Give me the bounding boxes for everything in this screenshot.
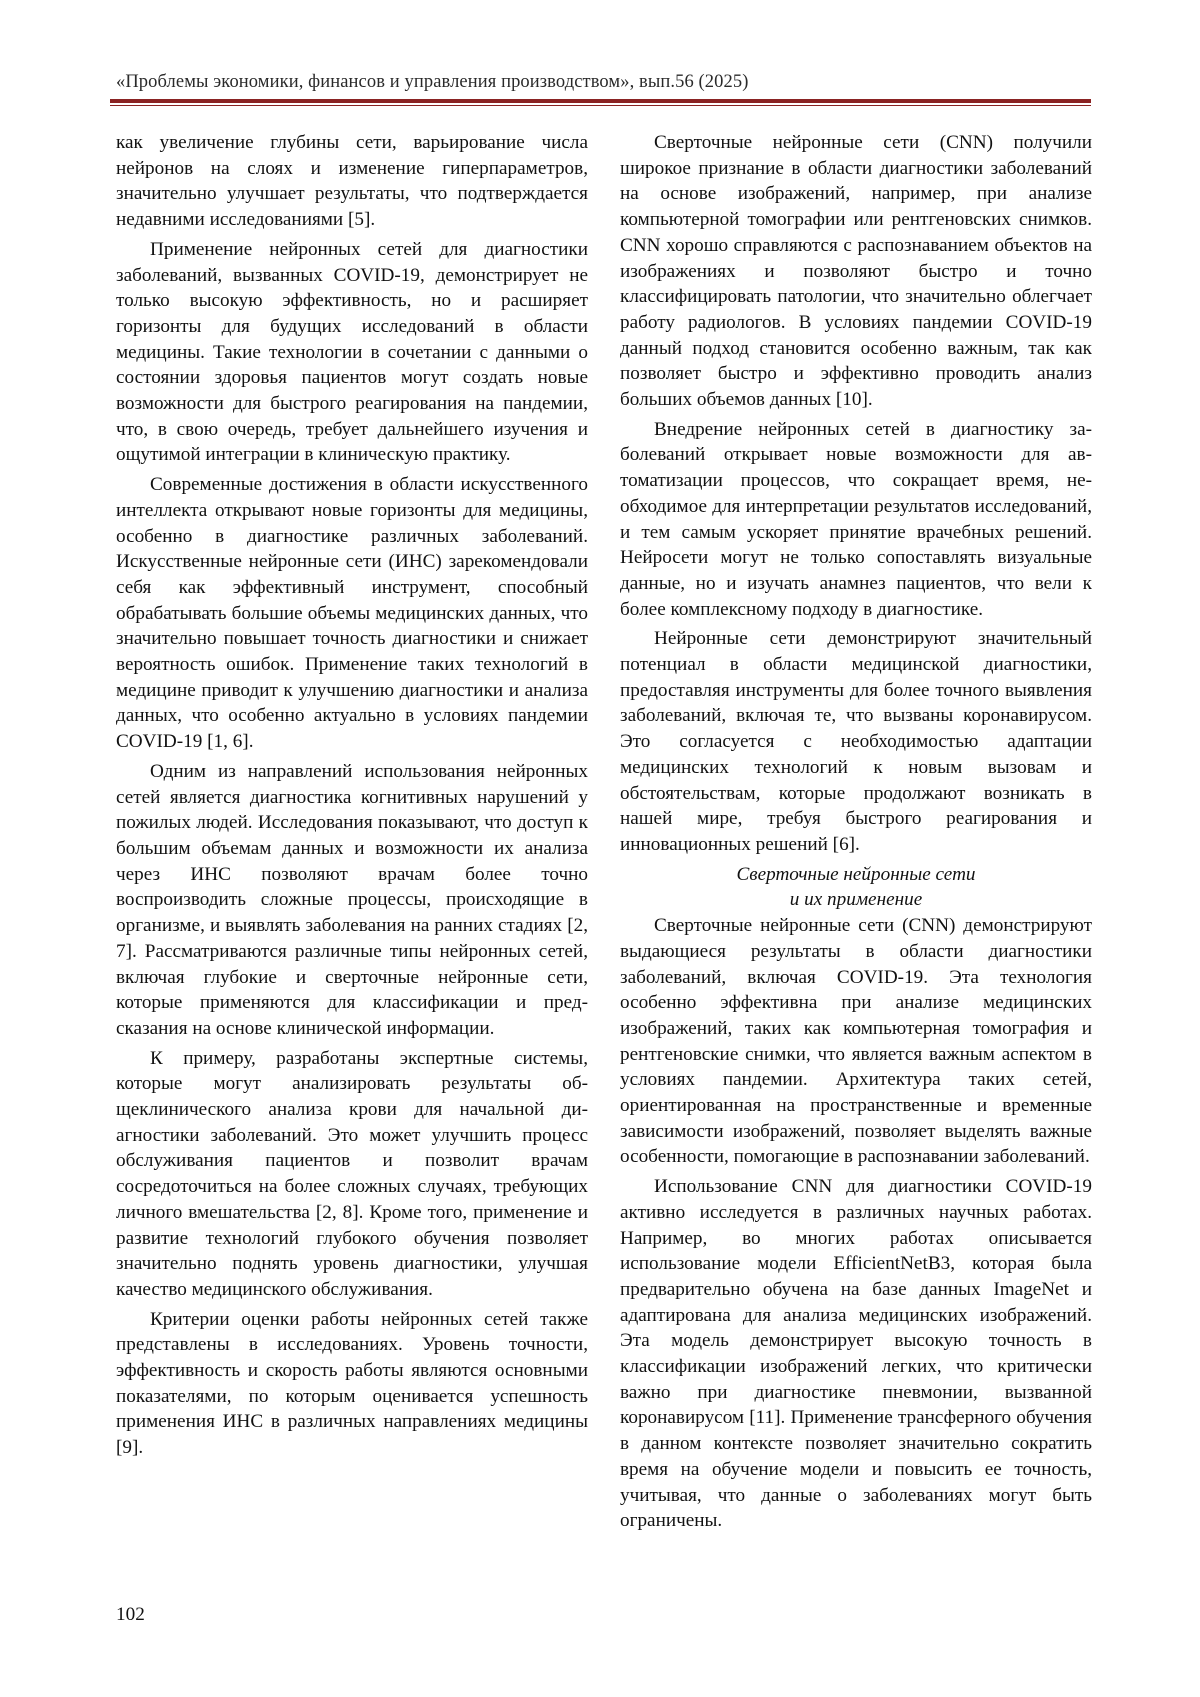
header-rule-thin bbox=[110, 105, 1091, 106]
right-column bbox=[620, 130, 1092, 1534]
left-column bbox=[116, 130, 588, 1461]
paragraph: Сверточные нейронные сети (CNN) получили широкое признание в области диагностики заболеваний на основе изображений, например, при анализе компьютерной томографии или рентгеновских снимков. CNN хорошо справляются с распознаванием объектов на изображениях и позволяют быстро и точно классифицировать патологии, что значительно облегчает работу радиологов. В условиях пандемии COVID-19 данный подход становится особенно важным, так как позволяет быстро и эффективно проводить анализ больших объемов данных [10]. bbox=[620, 132, 1092, 411]
paragraph: как увеличение глубины сети, варьирование числа нейронов на слоях и изменение гиперпараметров, значительно улучшает результаты, что подтверждается недавними исследованиями [5]. bbox=[116, 132, 588, 231]
paragraph: Критерии оценки работы нейронных сетей также представлены в исследованиях. Уровень точности, эффективность и скорость работы являются основными показателями, по которым оценивается успешность применения ИНС в различных направлениях медицины [9]. bbox=[116, 1308, 588, 1459]
section-subheading-line-2: и их применение bbox=[789, 889, 923, 911]
paragraph: К примеру, разработаны экспертные системы, которые могут анализировать результаты общеклинического анализа крови для начальной диагностики заболеваний. Это может улучшить процесс обслуживания пациентов и позволит врачам сосредоточиться на более сложных случаях, требующих личного вмешательства [2, 8]. Кроме того, применение и развитие технологий глубокого обучения позволяет значительно поднять уровень диагностики, улучшая качество медицинского обслуживания. bbox=[116, 1047, 588, 1300]
paragraph: Применение нейронных сетей для диагностики заболеваний, вызванных COVID-19, демонстрирует не только высокую эффективность, но и расширяет горизонты для будущих исследований в области медицины. Такие технологии в сочетании с данными о состоянии здоровья пациентов могут создать новые возможности для быстрого реагирования на пандемии, что, в свою очередь, требует дальнейшего изучения и ощутимой интеграции в клиническую практику. bbox=[116, 238, 588, 466]
paragraph: Сверточные нейронные сети (CNN) демонстрируют выдающиеся результаты в области диагностики заболеваний, включая COVID-19. Эта технология особенно эффективна при анализе медицинских изображений, таких как компьютерная томография и рентгеновские снимки, что является важным аспектом в условиях пандемии. Архитектура таких сетей, ориентированная на пространственные и временные зависимости изображений, позволяет выделять важные особенности, помогающие в распознавании заболеваний. bbox=[620, 915, 1092, 1168]
paragraph: Использование CNN для диагностики COVID-19 активно исследуется в различных научных работах. Например, во многих работах описывается использование модели EfficientNetB3, которая была предварительно обучена на базе данных ImageNet и адаптирована для анализа медицинских изображений. Эта модель демонстрирует высокую точность в классификации изображений легких, что критически важно при диагностике пневмонии, вызванной коронавирусом [11]. Применение трансферного обучения в данном контексте позволяет значительно сократить время на обучение модели и повысить ее точность, учитывая, что данные о заболеваниях могут быть ограничены. bbox=[620, 1176, 1092, 1532]
section-subheading-line-1: Сверточные нейронные сети bbox=[736, 863, 976, 885]
paragraph: Современные достижения в области искусственного интеллекта открывают новые горизонты для медицины, особенно в диагностике различных заболеваний. Искусственные нейронные сети (ИНС) зарекомендовали себя как эффективный инструмент, способный обрабатывать большие объемы медицинских данных, что значительно повышает точность диагностики и снижает вероятность ошибок. Применение таких технологий в медицине приводит к улучшению диагностики и анализа данных, что особенно актуально в условиях пандемии COVID-19 [1, 6]. bbox=[116, 474, 588, 753]
paragraph: Внедрение нейронных сетей в диагностику заболеваний открывает новые возможности для автоматизации процессов, что сокращает время, необходимое для интерпретации результатов исследований, и тем самым ускоряет принятие врачебных решений. Нейросети могут не только сопоставлять визуальные данные, но и изучать анамнез пациентов, что вели к более комплексному подходу в диагностике. bbox=[620, 418, 1092, 620]
header-rule-thick bbox=[110, 99, 1091, 103]
paragraph: Одним из направлений использования нейронных сетей является диагностика когнитивных нарушений у пожилых людей. Исследования показывают, что доступ к большим объемам данных и возможности их анализа через ИНС позволяют врачам более точно воспроизводить сложные процессы, происходящие в организме, и выявлять заболевания на ранних стадиях [2, 7]. Рассматриваются различные типы нейронных сетей, включая глубокие и сверточные нейронные сети, которые применяются для классификации и предсказания на основе клинической информации. bbox=[116, 760, 588, 1039]
page-number: 102 bbox=[116, 1604, 145, 1625]
paragraph: Нейронные сети демонстрируют значительный потенциал в области медицинской диагностики, предоставляя инструменты для более точного выявления заболеваний, включая те, что вызваны коронавирусом. Это согласуется с необходимостью адаптации медицинских технологий к новым вызовам и обстоятельствам, которые продолжают возникать в нашей мире, требуя быстрого реагирования и инновационных решений [6]. bbox=[620, 628, 1092, 855]
running-header: «Проблемы экономики, финансов и управления производством», вып.56 (2025) bbox=[116, 72, 749, 92]
